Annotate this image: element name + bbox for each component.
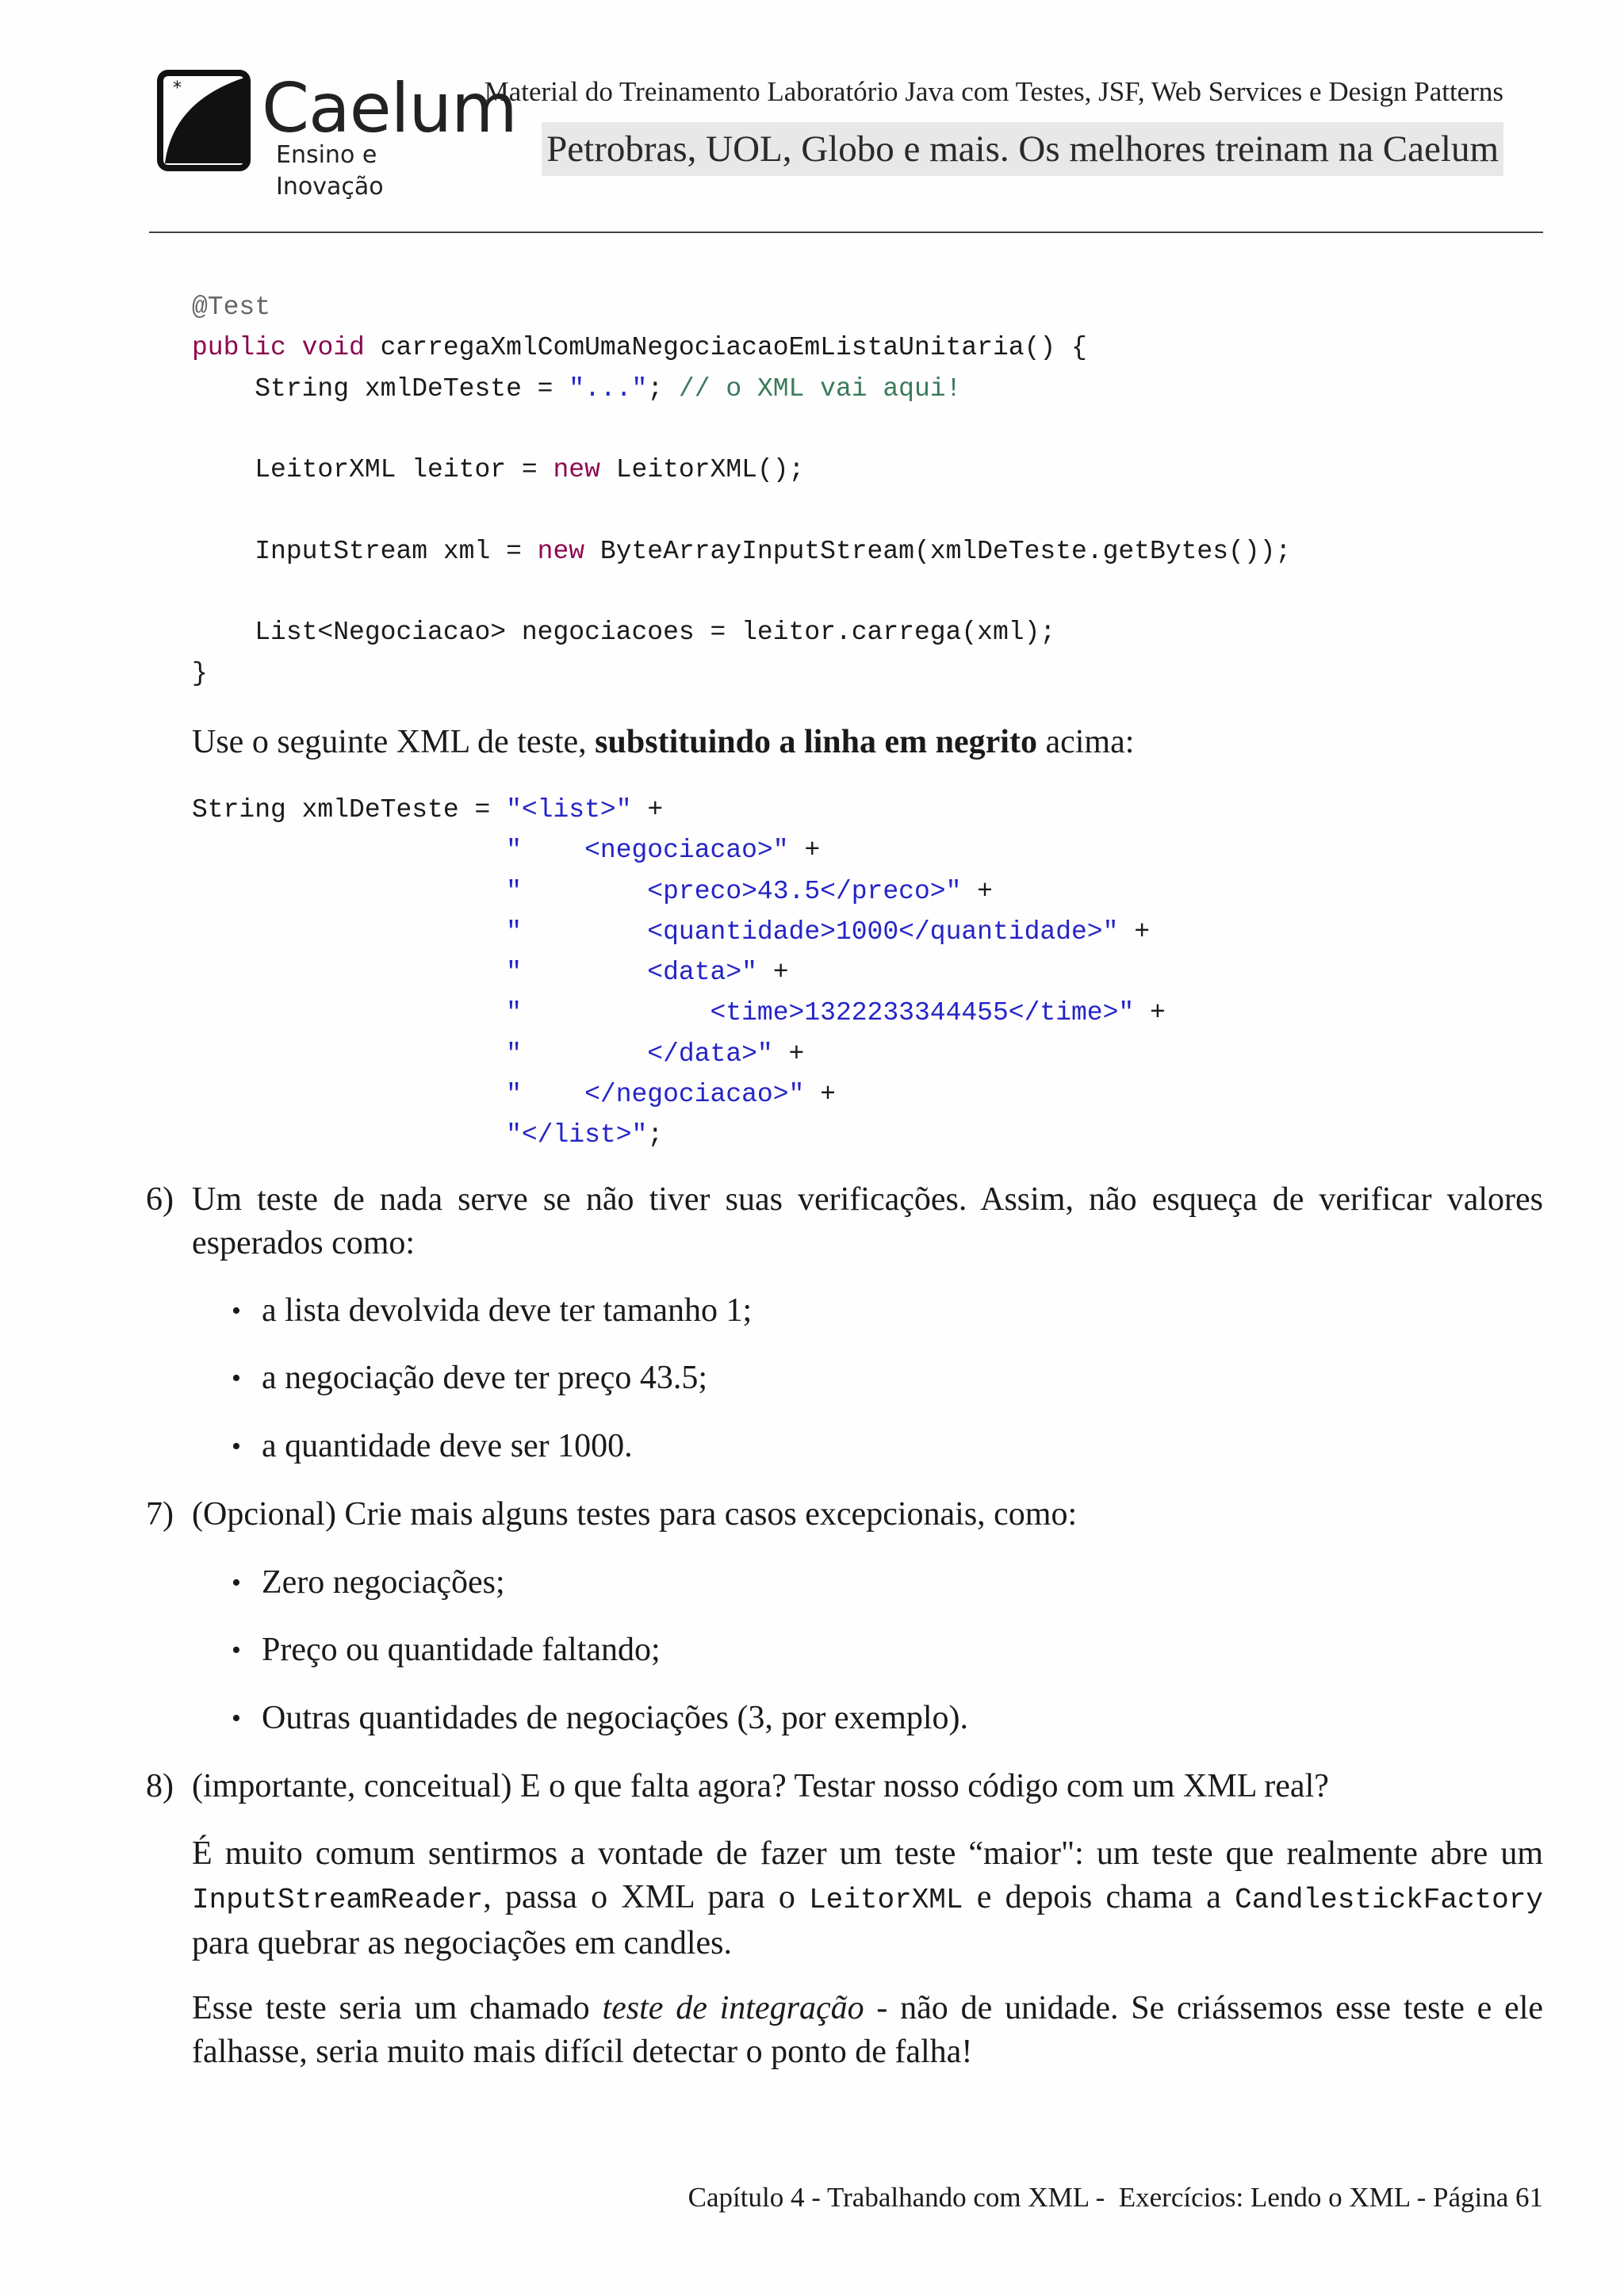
item-8-text: (importante, conceitual) E o que falta agora? Testar nosso código com um XML real? — [192, 1768, 1329, 1804]
code-string: "</list>" — [506, 1120, 648, 1150]
italic-text: teste de integração — [602, 1990, 864, 2026]
text-run: para quebrar as negociações em candles. — [192, 1925, 732, 1961]
header-slogan: Petrobras, UOL, Globo e mais. Os melhores treinam na Caelum — [542, 122, 1503, 176]
xml-instruction-paragraph — [192, 721, 1543, 764]
logo-tagline: Ensino e Inovação — [276, 141, 384, 201]
code-string: "<list>" — [506, 795, 632, 825]
text-run: acima: — [1036, 724, 1135, 760]
logo-name: Caelum — [262, 69, 517, 148]
list-number: 6) — [146, 1181, 174, 1218]
code-string: " <time>1322233344455</time>" — [506, 998, 1135, 1028]
list-item: a quantidade deve ser 1000. — [262, 1428, 633, 1464]
code-string: " <preco>43.5</preco>" — [506, 876, 962, 906]
text-run: Esse teste seria um chamado — [192, 1990, 603, 2026]
code-string: " </negociacao>" — [506, 1080, 805, 1110]
text-run: - não de unidade. Se criássemos esse teste e ele falhasse, seria muito mais difícil detectar o ponto de falha! — [192, 1990, 1543, 2070]
text-run: Use o seguinte XML de teste, — [192, 724, 596, 760]
code-string: " <data>" — [506, 958, 757, 988]
code-annotation: @Test — [192, 293, 271, 322]
bullet-icon: • — [232, 1704, 241, 1733]
code-text: ; — [647, 373, 679, 404]
code-text: InputStream xml = — [192, 536, 538, 566]
code-text: carregaXmlComUmaNegociacaoEmListaUnitaria() { — [364, 333, 1087, 363]
inline-code: LeitorXML — [809, 1884, 963, 1916]
list-item: Outras quantidades de negociações (3, por exemplo). — [262, 1700, 969, 1736]
item-7-text: (Opcional) Crie mais alguns testes para casos excepcionais, como: — [192, 1496, 1078, 1533]
code-block-xml-string — [192, 790, 1166, 1156]
list-number: 8) — [146, 1768, 174, 1804]
bullet-icon: • — [232, 1636, 241, 1665]
code-text: + — [631, 795, 664, 825]
code-keyword: public — [192, 333, 286, 363]
code-text: + — [1118, 916, 1151, 947]
list-item: Preço ou quantidade faltando; — [262, 1632, 661, 1668]
code-text: ; — [647, 1120, 664, 1150]
header-training-title: Material do Treinamento Laboratório Java com Testes, JSF, Web Services e Design Patterns — [484, 76, 1503, 107]
code-string: " </data>" — [506, 1039, 773, 1069]
code-keyword: new — [553, 455, 600, 485]
text-run: , passa o XML para o — [483, 1879, 810, 1915]
inline-code: InputStreamReader — [192, 1884, 484, 1916]
code-text: String xmlDeTeste = — [192, 373, 569, 404]
code-text: String xmlDeTeste = — [192, 795, 507, 825]
code-text: + — [772, 1039, 805, 1069]
caelum-logo-icon — [157, 70, 251, 171]
page-footer: Capítulo 4 - Trabalhando com XML - Exercícios: Lendo o XML - Página 61 — [688, 2182, 1543, 2213]
text-run: e depois chama a — [963, 1879, 1235, 1915]
list-number: 7) — [146, 1496, 174, 1533]
code-text: LeitorXML(); — [599, 455, 805, 485]
bullet-icon: • — [232, 1364, 241, 1393]
code-text: List<Negociacao> negociacoes = leitor.carrega(xml); — [192, 618, 1056, 648]
code-text: + — [804, 1080, 836, 1110]
code-string: "..." — [569, 373, 648, 404]
code-text: } — [192, 658, 208, 688]
code-text: + — [788, 836, 821, 866]
code-text: LeitorXML leitor = — [192, 455, 553, 485]
list-item: Zero negociações; — [262, 1564, 505, 1601]
caelum-logo — [157, 69, 517, 201]
bullet-icon: • — [232, 1296, 241, 1326]
code-string: " <quantidade>1000</quantidade>" — [506, 916, 1119, 947]
item-6-text: Um teste de nada serve se não tiver suas verificações. Assim, não esqueça de verificar valores esperados como: — [192, 1181, 1543, 1261]
header-divider — [149, 232, 1543, 233]
code-keyword: new — [537, 536, 585, 566]
inline-code: CandlestickFactory — [1235, 1884, 1543, 1916]
svg-text:*: * — [173, 78, 182, 98]
list-item: a lista devolvida deve ter tamanho 1; — [262, 1292, 753, 1329]
text-run: É muito comum sentirmos a vontade de fazer um teste “maior": um teste que realmente abre um — [192, 1835, 1543, 1872]
code-block-test-method — [192, 287, 1291, 694]
integration-test-explanation — [192, 1987, 1543, 2074]
bullet-icon: • — [232, 1568, 241, 1598]
code-text: + — [1134, 998, 1166, 1028]
code-string: " <negociacao>" — [506, 836, 789, 866]
code-keyword: void — [301, 333, 365, 363]
integration-test-paragraph — [192, 1832, 1543, 1965]
code-comment: // o XML vai aqui! — [678, 373, 962, 404]
code-text: + — [961, 876, 993, 906]
list-item: a negociação deve ter preço 43.5; — [262, 1360, 708, 1396]
code-text: ByteArrayInputStream(xmlDeTeste.getBytes()); — [584, 536, 1292, 566]
bold-text: substituindo a linha em negrito — [595, 724, 1037, 760]
bullet-icon: • — [232, 1432, 241, 1461]
code-text: + — [756, 958, 789, 988]
